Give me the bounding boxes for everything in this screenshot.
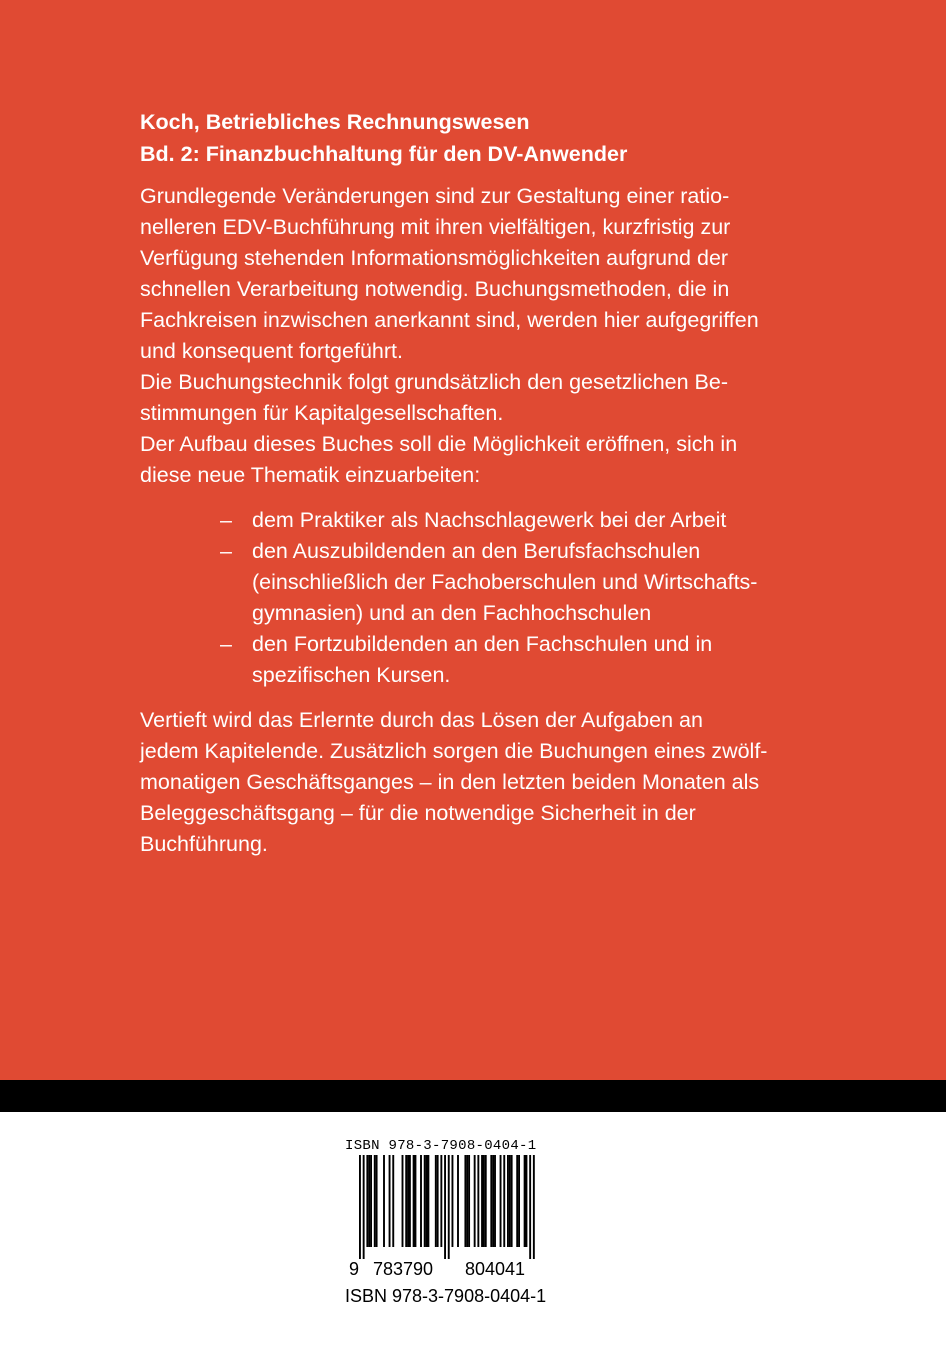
outro-line: monatigen Geschäftsganges – in den letzten beiden Monaten als	[140, 770, 760, 794]
outro-line: Vertieft wird das Erlernte durch das Lösen der Aufgaben an	[140, 708, 703, 732]
barcode-guard-bar	[359, 1155, 361, 1259]
barcode-guard-bar	[363, 1155, 365, 1259]
barcode-guard-bar	[448, 1155, 450, 1259]
barcode-bar	[392, 1155, 394, 1247]
intro-line: Grundlegende Veränderungen sind zur Gestaltung einer ratio-	[140, 184, 730, 208]
list-item-continuation	[220, 598, 820, 629]
barcode-guard-bar	[529, 1155, 531, 1259]
barcode-bar	[494, 1155, 496, 1247]
book-title-line-2: Bd. 2: Finanzbuchhaltung für den DV-Anwender	[140, 142, 628, 166]
barcode-bar	[507, 1155, 509, 1247]
outro-line: jedem Kapitelende. Zusätzlich sorgen die Buchungen eines zwölf-	[140, 739, 768, 763]
barcode-bar	[481, 1155, 483, 1247]
barcode-bar	[437, 1155, 439, 1247]
intro-line: Verfügung stehenden Informationsmöglichkeiten aufgrund der	[140, 246, 729, 270]
barcode-first-digit: 9	[349, 1259, 360, 1279]
barcode-bar	[383, 1155, 385, 1247]
barcode-bar	[485, 1155, 487, 1247]
back-cover-text	[140, 106, 820, 860]
barcode-bar	[440, 1155, 442, 1247]
barcode-bar	[427, 1155, 429, 1247]
barcode-right-digits: 804041	[465, 1259, 526, 1279]
outro-line: Buchführung.	[140, 832, 268, 856]
intro-line: Der Aufbau dieses Buches soll die Möglichkeit eröffnen, sich in	[140, 432, 738, 456]
isbn-label-top: ISBN 978-3-7908-0404-1	[345, 1138, 537, 1154]
list-item-continuation	[220, 660, 820, 691]
barcode-bar	[466, 1155, 468, 1247]
barcode-bar	[524, 1155, 526, 1247]
barcode-bar	[452, 1155, 454, 1247]
barcode-bar	[376, 1155, 378, 1247]
barcode-bar	[468, 1155, 470, 1247]
barcode-bar	[402, 1155, 404, 1247]
barcode-bar	[526, 1155, 528, 1247]
isbn-label-bottom: ISBN 978-3-7908-0404-1	[345, 1286, 547, 1306]
list-item-text: gymnasien) und an den Fachhochschulen	[252, 601, 652, 625]
barcode-bar	[509, 1155, 511, 1247]
barcode-bar	[503, 1155, 505, 1247]
dash-bullet: –	[220, 508, 232, 532]
barcode-bar	[477, 1155, 479, 1247]
barcode-bar	[500, 1155, 502, 1247]
barcode-bar	[405, 1155, 407, 1247]
barcode-bar	[415, 1155, 417, 1247]
barcode-bar	[426, 1155, 428, 1247]
barcode-bar	[413, 1155, 415, 1247]
barcode-bar	[368, 1155, 370, 1247]
list-item	[220, 629, 820, 660]
dash-bullet: –	[220, 539, 232, 563]
barcode-bar	[374, 1155, 376, 1247]
barcode-digits	[345, 1259, 561, 1279]
intro-line: und konsequent fortgeführt.	[140, 339, 403, 363]
book-title-line-1: Koch, Betriebliches Rechnungswesen	[140, 110, 530, 134]
list-item-text: dem Praktiker als Nachschlagewerk bei der Arbeit	[252, 508, 727, 532]
barcode-bar	[435, 1155, 437, 1247]
intro-line: schnellen Verarbeitung notwendig. Buchungsmethoden, die in	[140, 277, 730, 301]
barcode-bar	[370, 1155, 372, 1247]
barcode-bar	[516, 1155, 518, 1247]
outro-line: Beleggeschäftsgang – für die notwendige Sicherheit in der	[140, 801, 696, 825]
barcode-bar	[490, 1155, 492, 1247]
list-item-text: den Auszubildenden an den Berufsfachschulen	[252, 539, 701, 563]
list-item	[220, 536, 820, 567]
intro-line: Die Buchungstechnik folgt grundsätzlich den gesetzlichen Be-	[140, 370, 729, 394]
intro-line: diese neue Thematik einzuarbeiten:	[140, 463, 481, 487]
list-item-continuation	[220, 567, 820, 598]
intro-line: stimmungen für Kapitalgesellschaften.	[140, 401, 504, 425]
barcode-guard-bar	[444, 1155, 446, 1259]
barcode-bar	[464, 1155, 466, 1247]
barcode-bar	[518, 1155, 520, 1247]
barcode-guard-bar	[533, 1155, 535, 1259]
barcode-left-digits: 783790	[373, 1259, 434, 1279]
barcode-bar	[492, 1155, 494, 1247]
list-item-text: (einschließlich der Fachoberschulen und Wirtschafts-	[252, 570, 758, 594]
barcode-bar	[457, 1155, 459, 1247]
barcode-bar	[407, 1155, 409, 1247]
barcode-bar	[420, 1155, 422, 1247]
barcode-bar	[366, 1155, 368, 1247]
list-item-text: spezifischen Kursen.	[252, 663, 451, 687]
barcode-bars	[345, 1155, 561, 1259]
black-band	[0, 1080, 946, 1112]
barcode-bar	[389, 1155, 391, 1247]
dash-bullet: –	[220, 632, 232, 656]
barcode-bar	[474, 1155, 476, 1247]
isbn-barcode	[345, 1137, 561, 1307]
barcode-bar	[424, 1155, 426, 1247]
intro-line: Fachkreisen inzwischen anerkannt sind, werden hier aufgegriffen	[140, 308, 759, 332]
barcode-bar	[511, 1155, 513, 1247]
intro-line: nelleren EDV-Buchführung mit ihren vielfältigen, kurzfristig zur	[140, 215, 731, 239]
barcode-bar	[409, 1155, 411, 1247]
target-audience-list	[220, 505, 820, 691]
list-item	[220, 505, 820, 536]
barcode-bar	[483, 1155, 485, 1247]
list-item-text: den Fortzubildenden an den Fachschulen und in	[252, 632, 713, 656]
